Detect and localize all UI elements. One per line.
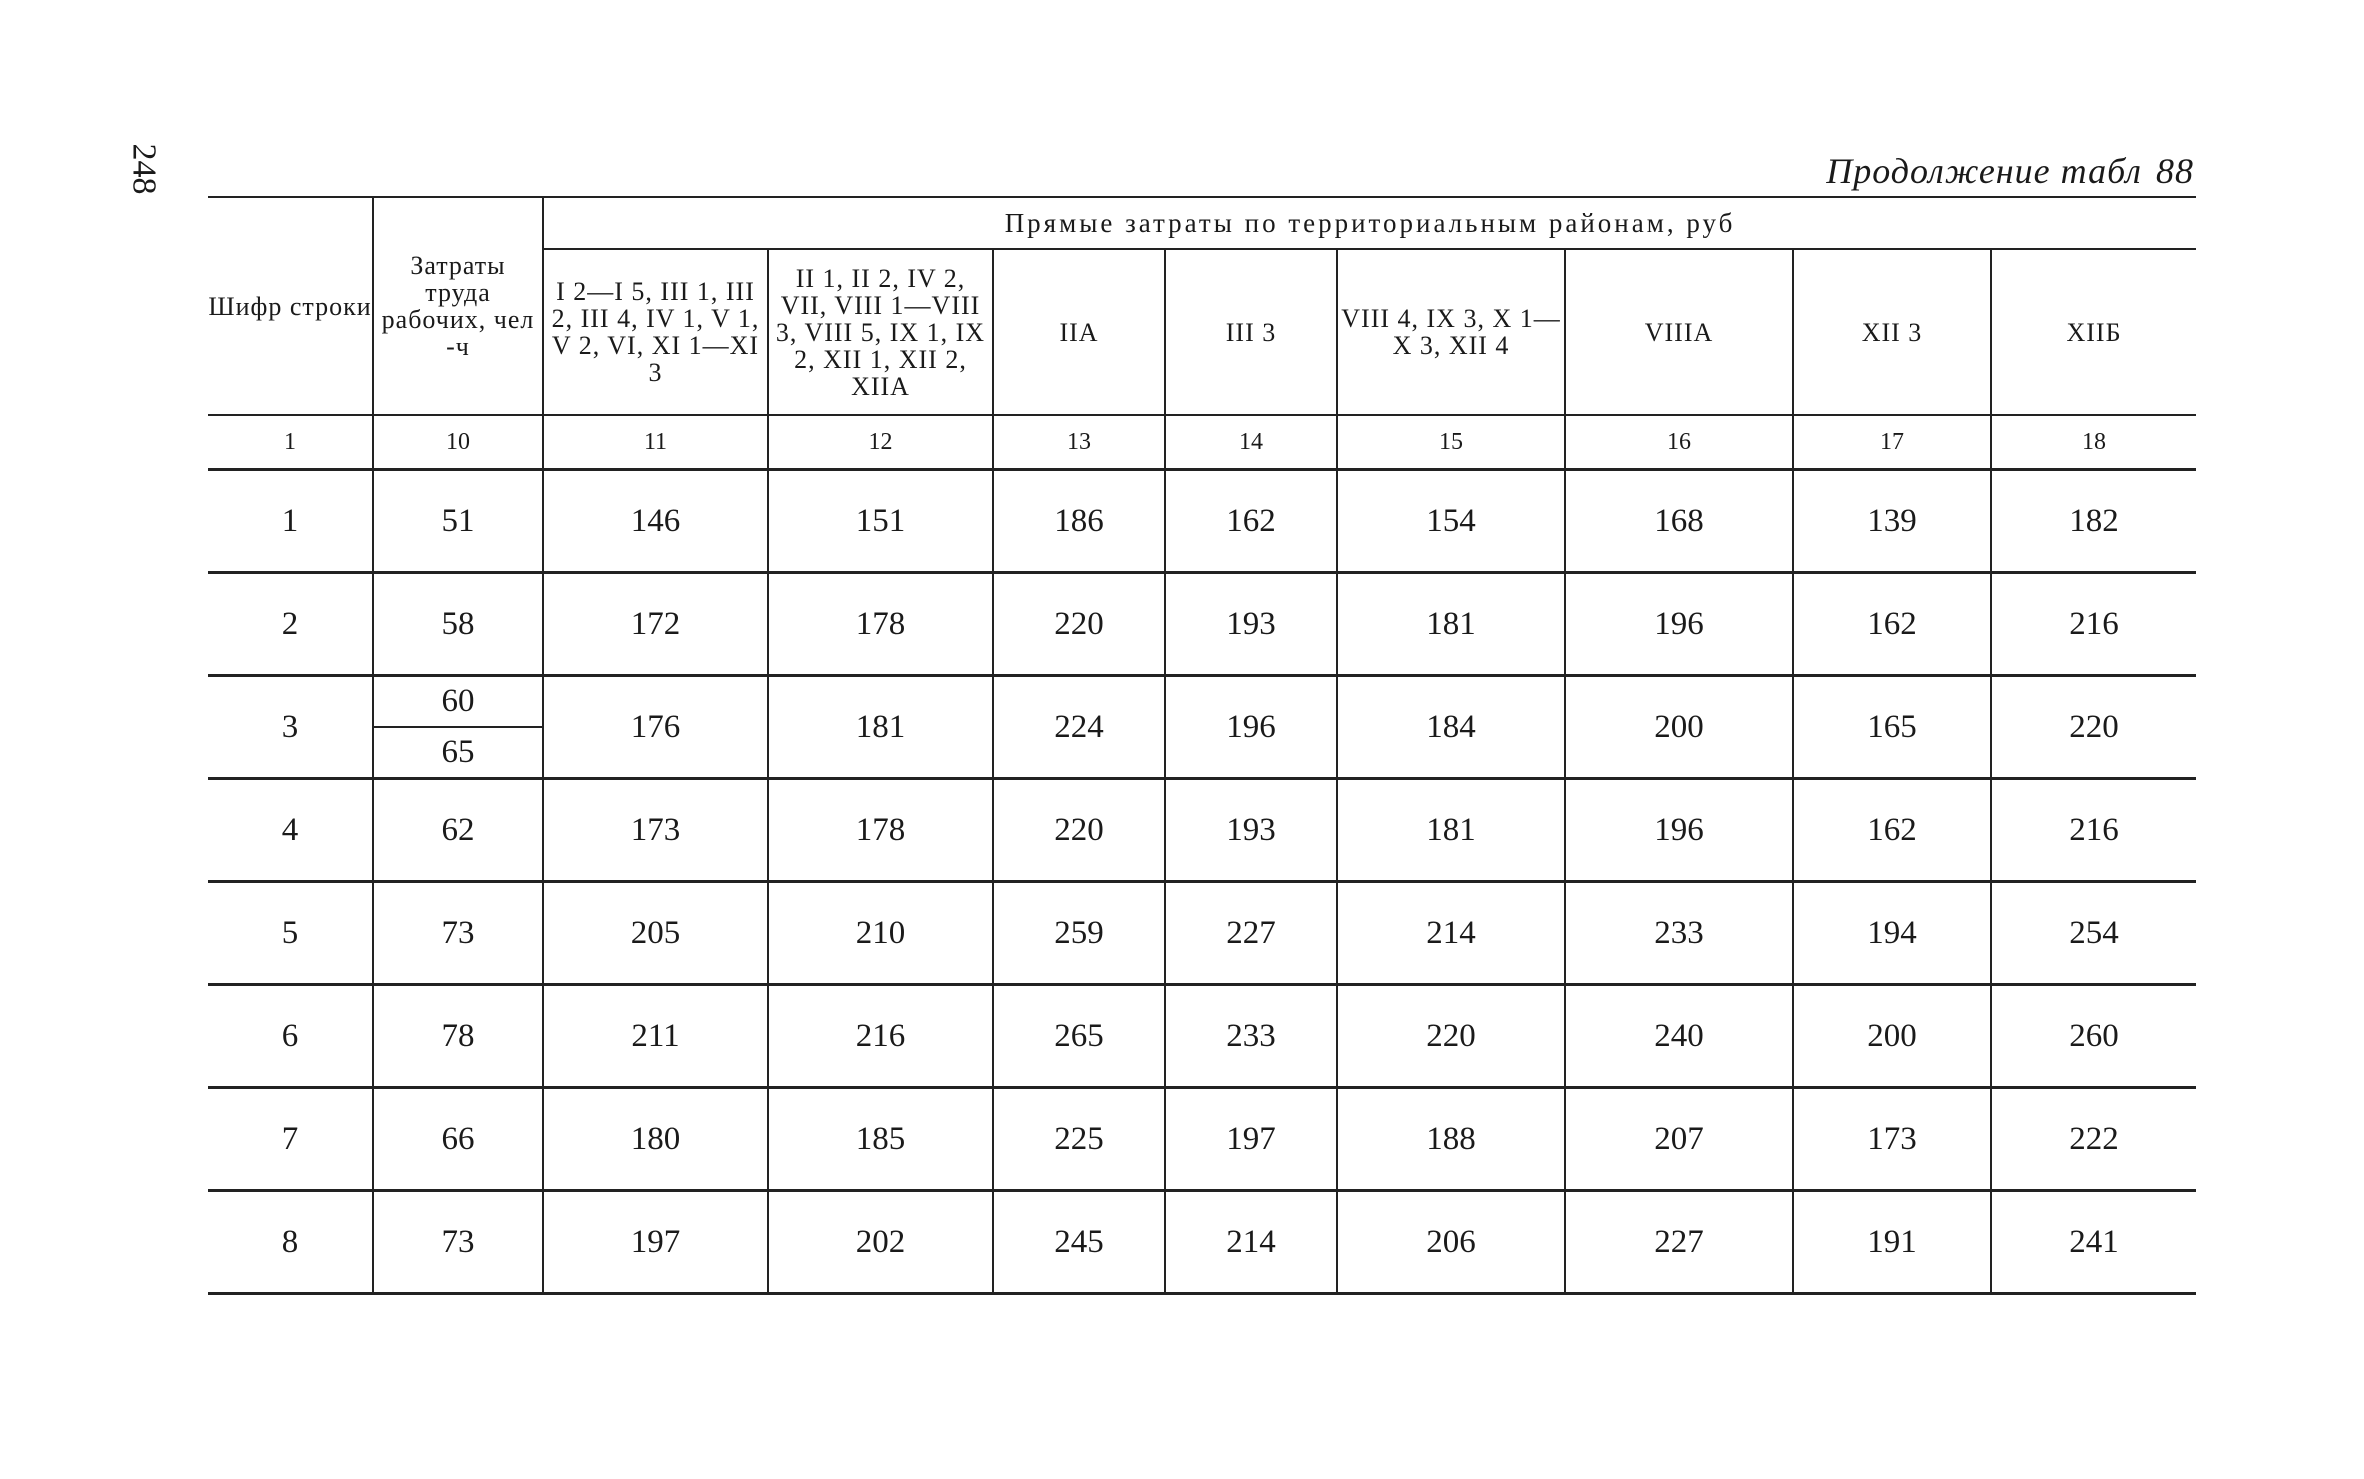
row-code: 3: [208, 676, 373, 779]
cost-cell: 196: [1565, 779, 1793, 882]
page-number: 248: [125, 143, 163, 195]
cost-cell: 260: [1991, 985, 2196, 1088]
cost-cell: 200: [1793, 985, 1991, 1088]
cost-cell: 178: [768, 779, 993, 882]
cost-cell: 196: [1565, 573, 1793, 676]
cost-cell: 197: [543, 1191, 768, 1294]
column-number: 14: [1165, 415, 1337, 470]
cost-cell: 154: [1337, 470, 1565, 573]
cost-cell: 181: [768, 676, 993, 779]
cost-cell: 241: [1991, 1191, 2196, 1294]
cost-cell: 193: [1165, 779, 1337, 882]
cost-cell: 188: [1337, 1088, 1565, 1191]
caption-text: Продолжение табл: [1826, 151, 2142, 191]
cost-cell: 222: [1991, 1088, 2196, 1191]
cost-cell: 214: [1165, 1191, 1337, 1294]
cost-cell: 225: [993, 1088, 1165, 1191]
column-number: 10: [373, 415, 543, 470]
cost-cell: 227: [1565, 1191, 1793, 1294]
table-row: [208, 470, 2196, 573]
cost-cell: 181: [1337, 573, 1565, 676]
cost-cell: 214: [1337, 882, 1565, 985]
cost-cell: 151: [768, 470, 993, 573]
cost-cell: 182: [1991, 470, 2196, 573]
row-code: 2: [208, 573, 373, 676]
cost-cell: 176: [543, 676, 768, 779]
cost-cell: 220: [993, 573, 1165, 676]
cost-cell: 220: [993, 779, 1165, 882]
table-body: [208, 470, 2196, 1294]
cost-cell: 172: [543, 573, 768, 676]
cost-cell: 197: [1165, 1088, 1337, 1191]
labor-cell: 78: [373, 985, 543, 1088]
cost-cell: 216: [1991, 573, 2196, 676]
cost-cell: 180: [543, 1088, 768, 1191]
caption-table-number: 88: [2156, 151, 2194, 191]
header-region-12: II 1, II 2, IV 2, VII, VIII 1—VIII 3, VIII 5, IX 1, IX 2, XII 1, XII 2, XIIA: [768, 249, 993, 415]
cost-cell: 196: [1165, 676, 1337, 779]
labor-cell: 73: [373, 882, 543, 985]
cost-cell: 168: [1565, 470, 1793, 573]
cost-cell: 184: [1337, 676, 1565, 779]
row-code: 4: [208, 779, 373, 882]
column-number: 11: [543, 415, 768, 470]
column-number: 16: [1565, 415, 1793, 470]
table-row: [208, 676, 2196, 779]
cost-cell: 193: [1165, 573, 1337, 676]
cost-cell: 146: [543, 470, 768, 573]
cost-cell: 216: [1991, 779, 2196, 882]
cost-cell: 254: [1991, 882, 2196, 985]
cost-cell: 211: [543, 985, 768, 1088]
cost-cell: 194: [1793, 882, 1991, 985]
cost-cell: 216: [768, 985, 993, 1088]
header-labor: Затраты труда рабочих, чел -ч: [373, 197, 543, 415]
labor-cell: 51: [373, 470, 543, 573]
cost-cell: 162: [1793, 573, 1991, 676]
header-region-13: IIA: [993, 249, 1165, 415]
header-region-14: III 3: [1165, 249, 1337, 415]
cost-cell: 210: [768, 882, 993, 985]
cost-cell: 186: [993, 470, 1165, 573]
cost-cell: 200: [1565, 676, 1793, 779]
table-row: [208, 1191, 2196, 1294]
column-number: 1: [208, 415, 373, 470]
column-number: 13: [993, 415, 1165, 470]
table-row: [208, 779, 2196, 882]
cost-cell: 139: [1793, 470, 1991, 573]
header-direct-costs: Прямые затраты по территориальным районам, руб: [543, 197, 2196, 249]
labor-cell: 66: [373, 1088, 543, 1191]
cost-cell: 259: [993, 882, 1165, 985]
header-code: Шифр строки: [208, 197, 373, 415]
cost-cell: 202: [768, 1191, 993, 1294]
cost-cell: 240: [1565, 985, 1793, 1088]
cost-cell: 224: [993, 676, 1165, 779]
labor-value-bottom: 65: [441, 734, 475, 770]
column-number: 18: [1991, 415, 2196, 470]
cost-cell: 227: [1165, 882, 1337, 985]
row-code: 7: [208, 1088, 373, 1191]
cost-cell: 205: [543, 882, 768, 985]
cost-table: [208, 196, 2196, 1295]
labor-value-top: 60: [374, 677, 542, 728]
header-region-18: XIIБ: [1991, 249, 2196, 415]
cost-cell: 191: [1793, 1191, 1991, 1294]
labor-cell: 62: [373, 779, 543, 882]
cost-cell: 233: [1565, 882, 1793, 985]
column-number: 12: [768, 415, 993, 470]
cost-cell: 181: [1337, 779, 1565, 882]
cost-cell: 178: [768, 573, 993, 676]
column-number: 17: [1793, 415, 1991, 470]
cost-cell: 220: [1991, 676, 2196, 779]
cost-cell: 206: [1337, 1191, 1565, 1294]
cost-cell: 207: [1565, 1088, 1793, 1191]
labor-cell: 73: [373, 1191, 543, 1294]
header-region-11: I 2—I 5, III 1, III 2, III 4, IV 1, V 1, V 2, VI, XI 1—XI 3: [543, 249, 768, 415]
cost-cell: 265: [993, 985, 1165, 1088]
cost-cell: 173: [1793, 1088, 1991, 1191]
cost-cell: 162: [1793, 779, 1991, 882]
cost-cell: 220: [1337, 985, 1565, 1088]
row-code: 6: [208, 985, 373, 1088]
column-number: 15: [1337, 415, 1565, 470]
cost-cell: 173: [543, 779, 768, 882]
cost-cell: 162: [1165, 470, 1337, 573]
cost-cell: 165: [1793, 676, 1991, 779]
labor-cell: 58: [373, 573, 543, 676]
table-row: [208, 1088, 2196, 1191]
cost-cell: 245: [993, 1191, 1165, 1294]
row-code: 5: [208, 882, 373, 985]
row-code: 1: [208, 470, 373, 573]
table-row: [208, 882, 2196, 985]
header-region-17: XII 3: [1793, 249, 1991, 415]
header-region-16: VIIIA: [1565, 249, 1793, 415]
header-region-15: VIII 4, IX 3, X 1—X 3, XII 4: [1337, 249, 1565, 415]
labor-cell-split: [373, 676, 543, 779]
table-caption: [1826, 150, 2194, 192]
cost-cell: 185: [768, 1088, 993, 1191]
table-row: [208, 573, 2196, 676]
cost-cell: 233: [1165, 985, 1337, 1088]
row-code: 8: [208, 1191, 373, 1294]
table-row: [208, 985, 2196, 1088]
